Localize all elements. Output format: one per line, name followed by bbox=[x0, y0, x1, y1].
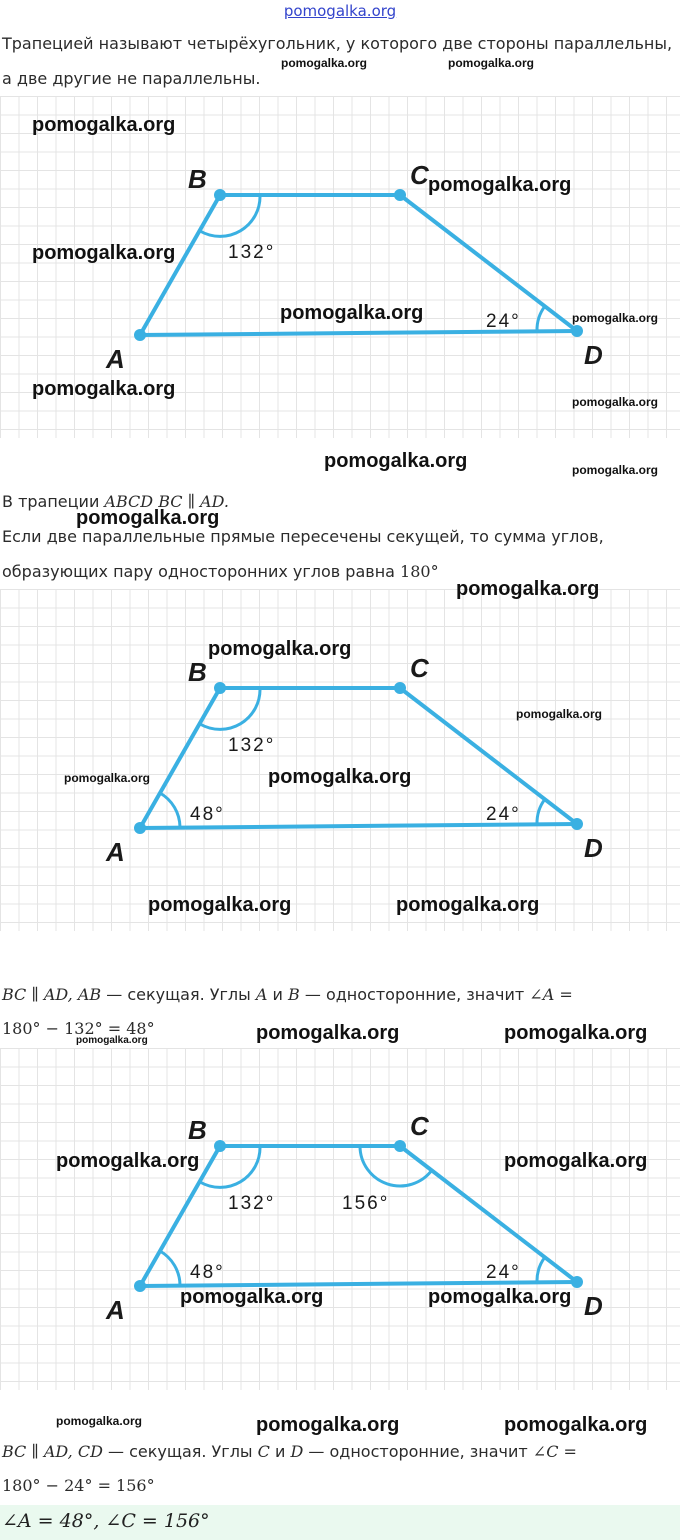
point-d bbox=[571, 818, 583, 830]
vertex-label-a: A bbox=[106, 837, 125, 867]
point-b bbox=[214, 189, 226, 201]
watermark: pomogalka.org bbox=[256, 1022, 400, 1044]
point-a bbox=[134, 822, 146, 834]
step-1-math-d: ∠A = bbox=[529, 985, 573, 1004]
answer-box bbox=[0, 1505, 680, 1540]
watermark: pomogalka.org bbox=[572, 463, 659, 477]
point-b bbox=[214, 1140, 226, 1152]
vertex-label-a: A bbox=[106, 344, 125, 374]
step-2-math-c: D bbox=[290, 1442, 304, 1461]
watermark: pomogalka.org bbox=[516, 707, 603, 721]
rule-line-2-text: образующих пару односторонних углов равна bbox=[2, 562, 401, 581]
angle-label-d: 24° bbox=[486, 311, 521, 332]
vertex-label-c: C bbox=[410, 160, 429, 190]
given-prefix: В трапеции bbox=[2, 492, 105, 511]
watermark: pomogalka.org bbox=[280, 302, 424, 324]
step-1-line-2: 180° − 132° = 48° bbox=[2, 1019, 155, 1038]
step-2-math-b: C bbox=[257, 1442, 270, 1461]
watermark: pomogalka.org bbox=[428, 174, 572, 196]
step-1-math-b: A bbox=[255, 985, 268, 1004]
watermark: pomogalka.org bbox=[76, 1035, 148, 1046]
vertex-label-a: A bbox=[106, 1295, 125, 1325]
angle-label-d: 24° bbox=[486, 804, 521, 825]
watermark: pomogalka.org bbox=[64, 771, 151, 785]
angle-label-b: 132° bbox=[228, 242, 276, 263]
step-1-text-b: и bbox=[267, 985, 289, 1004]
watermark: pomogalka.org bbox=[180, 1286, 324, 1308]
watermark: pomogalka.org bbox=[268, 766, 412, 788]
watermark: pomogalka.org bbox=[572, 395, 659, 409]
angle-label-a: 48° bbox=[190, 1262, 225, 1283]
step-1-text-c: — односторонние, значит bbox=[299, 985, 530, 1004]
vertex-label-d: D bbox=[584, 833, 603, 863]
step-1-line-1 bbox=[2, 983, 573, 1007]
watermark: pomogalka.org bbox=[32, 378, 176, 400]
watermark: pomogalka.org bbox=[324, 450, 468, 472]
vertex-label-b: B bbox=[188, 164, 207, 194]
figure-3-grid bbox=[0, 1048, 680, 1390]
point-a bbox=[134, 329, 146, 341]
step-1-math-a: BC ∥ AD, AB bbox=[2, 985, 102, 1004]
definition-line-1: Трапецией называют четырёхугольник, у которого две стороны параллельны, bbox=[2, 34, 673, 53]
rule-line-1: Если две параллельные прямые пересечены секущей, то сумма углов, bbox=[2, 527, 604, 546]
angle-arc-a bbox=[160, 793, 180, 827]
point-c bbox=[394, 682, 406, 694]
watermark: pomogalka.org bbox=[148, 894, 292, 916]
watermark: pomogalka.org bbox=[504, 1150, 648, 1172]
watermark: pomogalka.org bbox=[32, 114, 176, 136]
side-ab bbox=[140, 195, 220, 335]
watermark: pomogalka.org bbox=[56, 1150, 200, 1172]
point-a bbox=[134, 1280, 146, 1292]
point-d bbox=[571, 1276, 583, 1288]
angle-label-c: 156° bbox=[342, 1193, 390, 1214]
watermark: pomogalka.org bbox=[456, 578, 600, 600]
watermark: pomogalka.org bbox=[572, 311, 659, 325]
watermark: pomogalka.org bbox=[76, 507, 220, 529]
angle-arc-c bbox=[360, 1146, 432, 1186]
angle-label-d: 24° bbox=[486, 1262, 521, 1283]
watermark: pomogalka.org bbox=[396, 894, 540, 916]
angle-arc-d bbox=[537, 799, 545, 824]
step-1-math-c: B bbox=[288, 985, 300, 1004]
vertex-label-d: D bbox=[584, 340, 603, 370]
watermark: pomogalka.org bbox=[428, 1286, 572, 1308]
step-2-math-d: ∠C = bbox=[532, 1442, 577, 1461]
step-2-text-b: и bbox=[269, 1442, 291, 1461]
watermark: pomogalka.org bbox=[32, 242, 176, 264]
answer-text: ∠A = 48°, ∠C = 156° bbox=[2, 1510, 210, 1532]
vertex-label-c: C bbox=[410, 1111, 429, 1141]
angle-label-b: 132° bbox=[228, 735, 276, 756]
angle-arc-d bbox=[537, 1257, 545, 1282]
point-c bbox=[394, 189, 406, 201]
angle-arc-d bbox=[537, 306, 545, 331]
definition-line-2: а две другие не параллельны. bbox=[2, 69, 261, 88]
angle-arc-a bbox=[160, 1251, 180, 1285]
step-2-text-a: — секущая. Углы bbox=[102, 1442, 258, 1461]
figure-3-trapezoid bbox=[0, 1048, 680, 1390]
watermark: pomogalka.org bbox=[256, 1414, 400, 1436]
vertex-label-b: B bbox=[188, 1115, 207, 1145]
angle-label-a: 48° bbox=[190, 804, 225, 825]
point-b bbox=[214, 682, 226, 694]
point-c bbox=[394, 1140, 406, 1152]
step-1-text-a: — секущая. Углы bbox=[101, 985, 256, 1004]
vertex-label-d: D bbox=[584, 1291, 603, 1321]
watermark: pomogalka.org bbox=[504, 1022, 648, 1044]
watermark: pomogalka.org bbox=[504, 1414, 648, 1436]
given-math: ABCD BC ∥ AD. bbox=[104, 492, 229, 511]
step-2-math-a: BC ∥ AD, CD bbox=[2, 1442, 103, 1461]
rule-line-2-math: 180° bbox=[400, 562, 439, 581]
vertex-label-c: C bbox=[410, 653, 429, 683]
watermark: pomogalka.org bbox=[448, 56, 535, 70]
watermark: pomogalka.org bbox=[281, 56, 368, 70]
watermark: pomogalka.org bbox=[56, 1414, 143, 1428]
watermark: pomogalka.org bbox=[208, 638, 352, 660]
point-d bbox=[571, 325, 583, 337]
rule-line-2 bbox=[2, 560, 439, 584]
site-link[interactable]: pomogalka.org bbox=[283, 2, 397, 20]
step-2-line-1 bbox=[2, 1440, 577, 1464]
step-2-text-c: — односторонние, значит bbox=[303, 1442, 533, 1461]
step-2-line-2: 180° − 24° = 156° bbox=[2, 1476, 155, 1495]
angle-label-b: 132° bbox=[228, 1193, 276, 1214]
vertex-label-b: B bbox=[188, 657, 207, 687]
